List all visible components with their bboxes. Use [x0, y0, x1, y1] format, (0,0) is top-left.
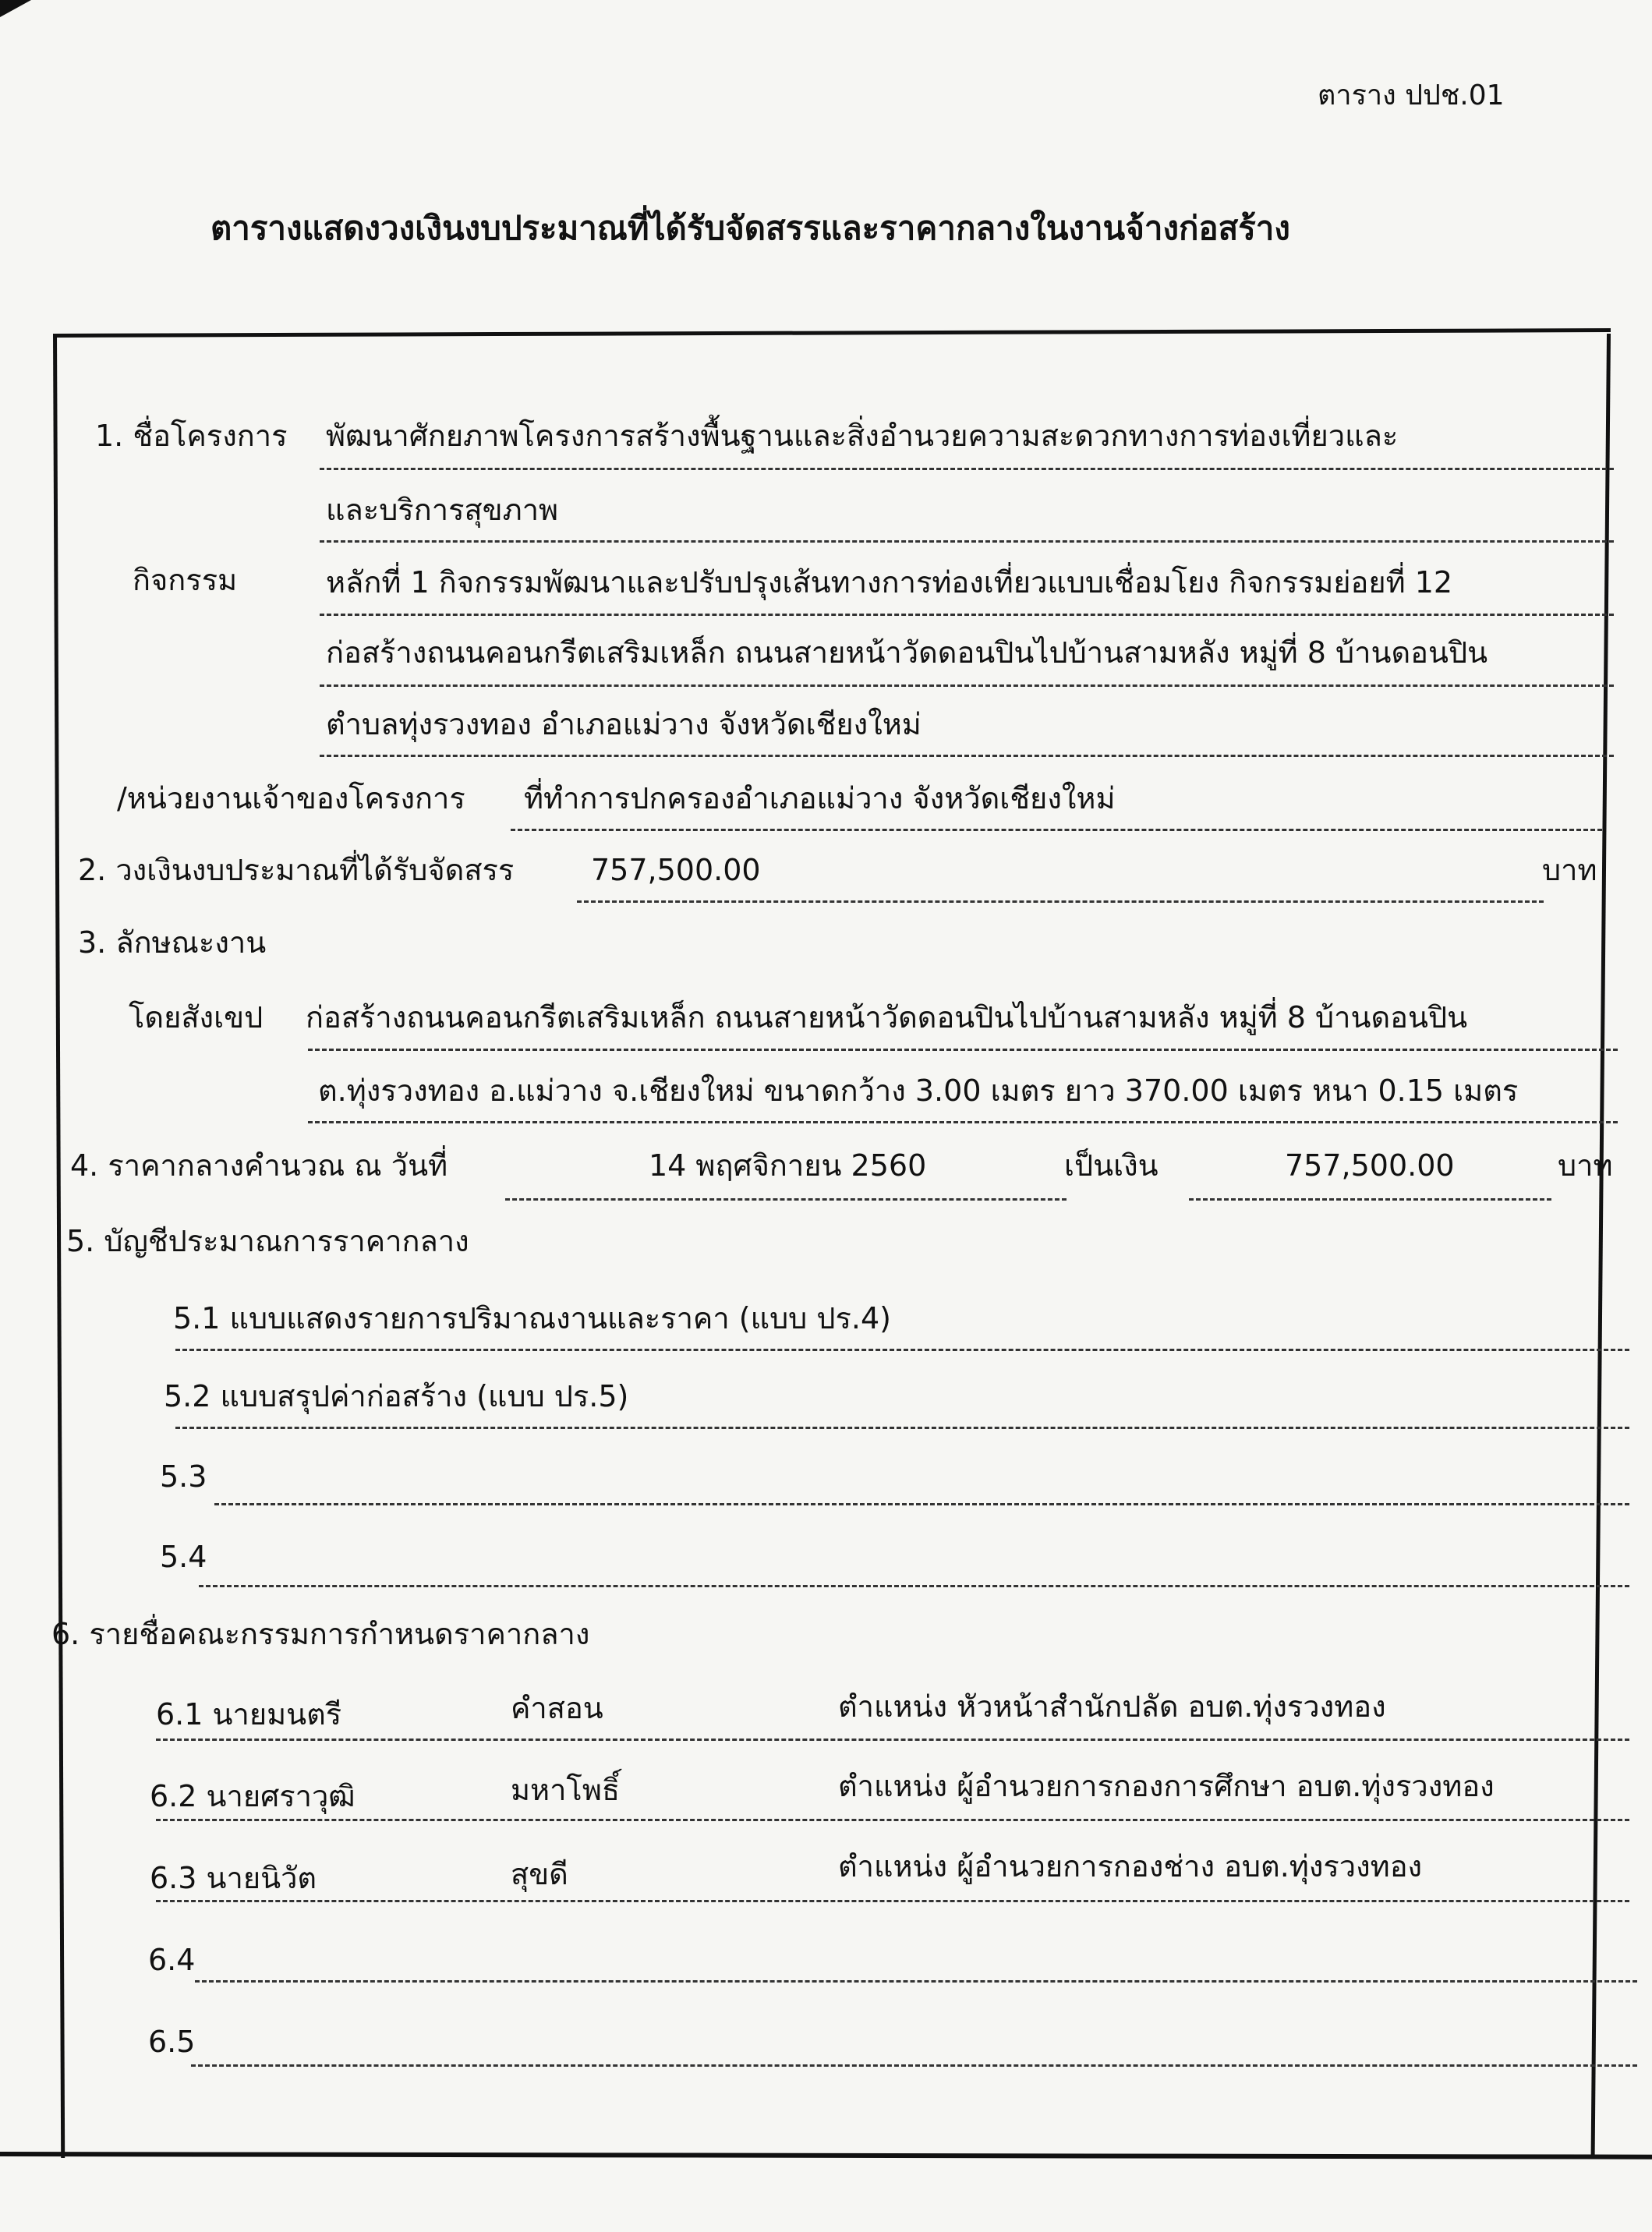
- form-code: ตาราง ปปช.01: [1318, 80, 1505, 111]
- activity-line2-dots: [320, 684, 1614, 687]
- estimate-item: 5.3: [160, 1459, 207, 1494]
- estimate-item-dots: [214, 1503, 1629, 1505]
- activity-line1-dots: [320, 614, 1614, 616]
- estimate-item-dots: [175, 1427, 1629, 1429]
- estimate-item: 5.1 แบบแสดงรายการปริมาณงานและราคา (แบบ ปร.4): [173, 1301, 891, 1335]
- committee-member-dots: [195, 1980, 1637, 1983]
- owner-agency-value: ที่ทำการปกครองอำเภอแม่วาง จังหวัดเชียงใหม่: [524, 781, 1116, 815]
- page-title: ตารางแสดงวงเงินงบประมาณที่ได้รับจัดสรรและราคากลางในงานจ้างก่อสร้าง: [210, 209, 1290, 247]
- median-price-amount-dots: [1189, 1198, 1551, 1201]
- median-price-label: 4. ราคากลางคำนวณ ณ วันที่: [70, 1148, 448, 1183]
- summary-line1-dots: [308, 1049, 1618, 1051]
- activity-line3-dots: [320, 755, 1614, 757]
- committee-member-name: 6.2 นายศราวุฒิ: [150, 1779, 356, 1813]
- activity-line1: หลักที่ 1 กิจกรรมพัฒนาและปรับปรุงเส้นทางการท่องเที่ยวแบบเชื่อมโยง กิจกรรมย่อยที่ 12: [326, 565, 1453, 600]
- committee-member-surname: สุขดี: [511, 1857, 568, 1891]
- committee-member-dots: [156, 1739, 1629, 1741]
- committee-member-dots: [191, 2064, 1637, 2067]
- committee-member-name: 6.3 นายนิวัต: [150, 1861, 317, 1895]
- estimate-item-dots: [175, 1349, 1629, 1351]
- median-price-date: 14 พฤศจิกายน 2560: [649, 1148, 927, 1183]
- summary-line2: ต.ทุ่งรวงทอง อ.แม่วาง จ.เชียงใหม่ ขนาดกว้าง 3.00 เมตร ยาว 370.00 เมตร หนา 0.15 เมตร: [318, 1074, 1519, 1108]
- median-price-amount: 757,500.00: [1285, 1148, 1455, 1183]
- budget-amount: 757,500.00: [591, 853, 761, 887]
- project-line2-dots: [320, 540, 1614, 543]
- committee-member-surname: มหาโพธิ์: [511, 1773, 621, 1807]
- budget-dots: [577, 900, 1544, 903]
- estimate-item: 5.2 แบบสรุปค่าก่อสร้าง (แบบ ปร.5): [164, 1379, 629, 1413]
- owner-agency-label: /หน่วยงานเจ้าของโครงการ: [117, 781, 465, 815]
- committee-member-position: ตำแหน่ง หัวหน้าสำนักปลัด อบต.ทุ่งรวงทอง: [838, 1689, 1386, 1724]
- committee-member-name: 6.4: [148, 1943, 196, 1977]
- committee-member-surname: คำสอน: [511, 1691, 603, 1725]
- median-price-amount-label: เป็นเงิน: [1064, 1148, 1159, 1183]
- committee-member-dots: [156, 1819, 1629, 1821]
- summary-line2-dots: [308, 1121, 1618, 1123]
- summary-label: โดยสังเขป: [129, 1000, 264, 1035]
- median-price-date-dots: [505, 1198, 1067, 1201]
- committee-label: 6. รายชื่อคณะกรรมการกำหนดราคากลาง: [51, 1617, 590, 1651]
- owner-agency-dots: [511, 829, 1602, 831]
- project-name-label: 1. ชื่อโครงการ: [95, 419, 288, 453]
- committee-member-name: 6.5: [148, 2025, 196, 2059]
- budget-label: 2. วงเงินงบประมาณที่ได้รับจัดสรร: [78, 853, 515, 887]
- estimate-list-label: 5. บัญชีประมาณการราคากลาง: [66, 1224, 469, 1258]
- project-line1-dots: [320, 468, 1614, 470]
- median-price-unit: บาท: [1558, 1148, 1613, 1183]
- work-nature-label: 3. ลักษณะงาน: [78, 925, 267, 960]
- committee-member-position: ตำแหน่ง ผู้อำนวยการกองช่าง อบต.ทุ่งรวงทอง: [838, 1849, 1423, 1884]
- summary-line1: ก่อสร้างถนนคอนกรีตเสริมเหล็ก ถนนสายหน้าวัดดอนปินไปบ้านสามหลัง หมู่ที่ 8 บ้านดอนปิน: [306, 1000, 1468, 1035]
- project-name-line2: และบริการสุขภาพ: [326, 493, 559, 527]
- scan-corner-mark: [0, 0, 31, 17]
- estimate-item: 5.4: [160, 1540, 207, 1574]
- estimate-item-dots: [199, 1585, 1629, 1587]
- committee-member-dots: [156, 1900, 1629, 1902]
- committee-member-name: 6.1 นายมนตรี: [156, 1697, 342, 1731]
- activity-line3: ตำบลทุ่งรวงทอง อำเภอแม่วาง จังหวัดเชียงใหม่: [326, 707, 922, 741]
- activity-label: กิจกรรม: [133, 563, 238, 597]
- project-name-line1: พัฒนาศักยภาพโครงการสร้างพื้นฐานและสิ่งอำนวยความสะดวกทางการท่องเที่ยวและ: [326, 419, 1399, 453]
- activity-line2: ก่อสร้างถนนคอนกรีตเสริมเหล็ก ถนนสายหน้าวัดดอนปินไปบ้านสามหลัง หมู่ที่ 8 บ้านดอนปิน: [326, 635, 1488, 670]
- committee-member-position: ตำแหน่ง ผู้อำนวยการกองการศึกษา อบต.ทุ่งรวงทอง: [838, 1769, 1495, 1803]
- budget-unit: บาท: [1542, 853, 1597, 887]
